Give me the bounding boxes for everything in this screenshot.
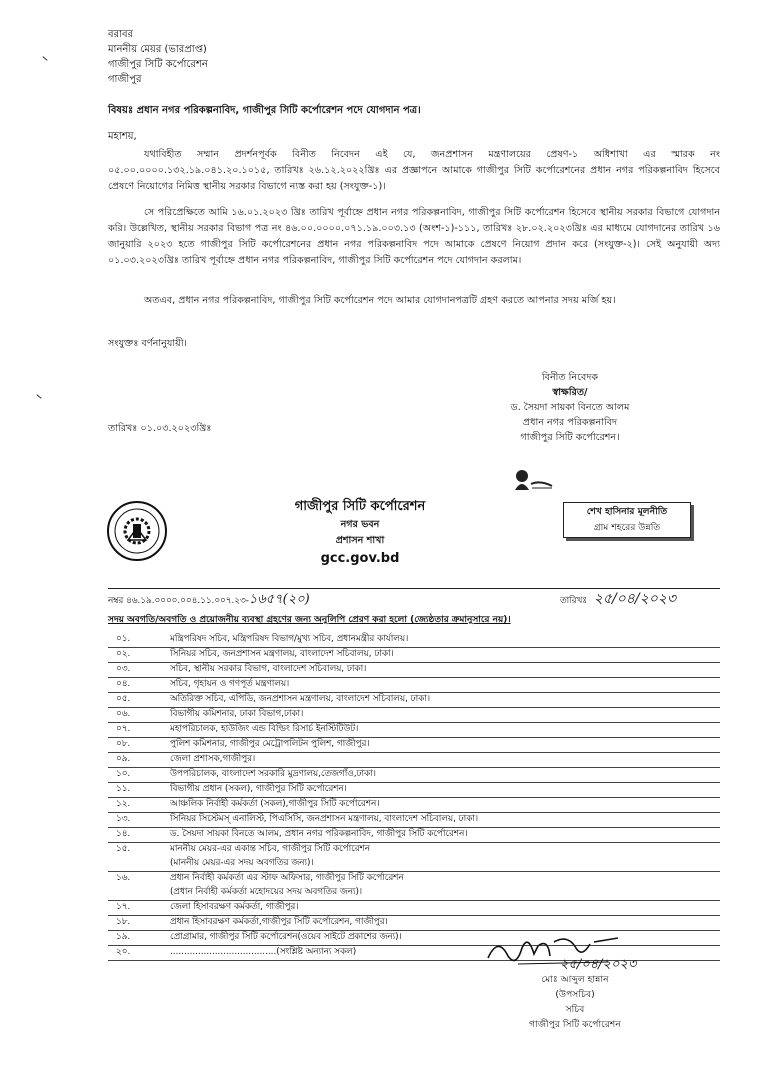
signature-line-5: গাজীপুর সিটি কর্পোরেশন। — [520, 432, 620, 443]
cc-item-text: বিভাগীয় প্রধান (সকল), গাজীপুর সিটি কর্পোরেশন। — [170, 784, 347, 794]
signature-line-1: বিনীত নিবেদক — [541, 372, 599, 383]
cc-item-text: সিনিয়র সিস্টেমস্ এনালিস্ট, পিএসিসি, জনপ্রশাসন মন্ত্রণালয়, বাংলাদেশ সচিবালয়, ঢাকা। — [170, 814, 479, 824]
address-block — [108, 27, 208, 87]
memo-date — [560, 589, 676, 609]
letterhead-website: gcc.gov.bd — [320, 551, 400, 566]
cc-item-number: ১৬. — [116, 873, 131, 883]
cc-list-item — [108, 783, 720, 798]
paragraph-2 — [108, 205, 720, 269]
paragraph-3-text: অতএব, প্রধান নগর পরিকল্পনাবিদ, গাজীপুর সিটি কর্পোরেশন পদে আমার যোগদানপত্রটি গ্রহণ করতে আপনার সদয় মর্জি হয়। — [144, 295, 616, 306]
cc-list-item — [108, 768, 720, 783]
memo-number-handwritten: ১৬৫৭(২০) — [248, 592, 310, 607]
address-line-1: মাননীয় মেয়র (ভারপ্রাপ্ত) — [108, 44, 207, 55]
cc-item-text: মাননীয় মেয়র-এর একান্ত সচিব, গাজীপুর সিটি কর্পোরেশন — [170, 844, 371, 854]
address-to: বরাবর — [108, 29, 134, 40]
cc-list-item — [108, 798, 720, 813]
cc-item-number: ০৮. — [116, 739, 131, 749]
signature-line-2: স্বাক্ষরিত/ — [552, 387, 588, 398]
cc-item-text: জেলা প্রশাসক,গাজীপুর। — [170, 754, 256, 764]
date-line: তারিখঃ ০১.০৩.২০২৩খ্রিঃ — [108, 423, 212, 434]
cc-list-item — [108, 738, 720, 753]
cc-item-text: প্রোগ্রামার, গাজীপুর সিটি কর্পোরেশন(ওয়েব সাইটে প্রকাশের জন্য)। — [170, 932, 402, 942]
cc-list-item — [108, 708, 720, 723]
cc-item-number: ১১. — [116, 784, 131, 794]
cc-item-text: মন্ত্রিপরিষদ সচিব, মন্ত্রিপরিষদ বিভাগ/মুখ্য সচিব, প্রধানমন্ত্রীর কার্যালয়। — [170, 634, 409, 644]
slogan-line-2: গ্রাম শহরের উন্নতি — [593, 522, 661, 533]
cc-item-text: প্রধান হিসাবরক্ষণ কর্মকর্তা,গাজীপুর সিটি কর্পোরেশন, গাজীপুর। — [170, 917, 388, 927]
cc-item-number: ০৪. — [116, 679, 131, 689]
cc-item-number: ১৭. — [116, 902, 131, 912]
memo-number — [108, 591, 310, 610]
memo-number-label: নম্বর ৪৬.১৯.০০০০.০০৪.১১.০০৭.২৩- — [108, 596, 249, 606]
paragraph-3 — [108, 293, 720, 309]
cc-item-text: সচিব, স্থানীয় সরকার বিভাগ, বাংলাদেশ সচিবালয়, ঢাকা। — [170, 664, 367, 674]
address-line-2: গাজীপুর সিটি কর্পোরেশন — [108, 59, 208, 70]
cc-item-text: সিনিয়র সচিব, জনপ্রশাসন মন্ত্রণালয়, বাংলাদেশ সচিবালয়, ঢাকা। — [170, 649, 394, 659]
cc-item-number: ০১. — [116, 634, 131, 644]
footer-org: গাজীপুর সিটি কর্পোরেশন — [529, 1019, 621, 1030]
cc-item-text: অতিরিক্ত সচিব, এপিডি, জনপ্রশাসন মন্ত্রণালয়, বাংলাদেশ সচিবালয়, ঢাকা। — [170, 694, 430, 704]
cc-item-text: উপপরিচালক, বাংলাদেশ সরকারি মুদ্রণালয়,তেজগাঁও,ঢাকা। — [170, 769, 376, 779]
letterhead-building: নগর ভবন — [340, 519, 380, 530]
footer-signature — [500, 972, 650, 1032]
cc-item-number: ১৩. — [116, 814, 131, 824]
cc-list-item — [108, 633, 720, 648]
cc-item-number: ০৬. — [116, 709, 131, 719]
cc-item-number: ২০. — [116, 947, 131, 957]
memo-date-handwritten: ২৫/০৪/২০২৩ — [593, 591, 677, 607]
signature-block — [470, 370, 670, 445]
cc-item-number: ১৫. — [116, 844, 131, 854]
paragraph-2-text: সে পরিপ্রেক্ষিতে আমি ১৬.০১.২০২৩ খ্রিঃ তারিখ পূর্বাহ্নে প্রধান নগর পরিকল্পনাবিদ, গাজীপুর সিটি কর্পোরেশন হিসেবে স্থানীয় সরকার বিভাগে যোগদান করি। উল্লেখিত, স্থানীয় সরকার বিভাগ পত্র নং ৪৬.০০.০০০০.০৭১.১৯.০০৩.১৩ (অংশ-১)-১১১, তারিখঃ ২৮.০২.২০২৩খ্রিঃ এর মাধ্যমে যোগদানের তারিখ ১৬ জানুয়ারি ২০২৩ হতে গাজীপুর সিটি কর্পোরেশনের প্রধান নগর পরিকল্পনাবিদ পদে আমাকে প্রেষণে নিয়োগ প্রদান করে (সংযুক্ত-২)। সেই অনুযায়ী অদ্য ০১.০৩.২০২৩খ্রিঃ তারিখ পূর্বাহ্নে প্রধান নগর পরিকল্পনাবিদ, গাজীপুর সিটি কর্পোরেশন পদে যোগদান করলাম। — [108, 207, 720, 266]
cc-item-text: জেলা হিসাবরক্ষণ কর্মকর্তা, গাজীপুর। — [170, 902, 299, 912]
cc-item-number: ১৮. — [116, 917, 131, 927]
cc-item-number: ১৪. — [116, 829, 131, 839]
subject-line: বিষয়ঃ প্রধান নগর পরিকল্পনাবিদ, গাজীপুর সিটি কর্পোরেশন পদে যোগদান পত্র। — [108, 105, 421, 116]
address-line-3: গাজীপুর — [108, 74, 142, 85]
cc-item-text-continued: (মাননীয় মেয়র-এর সদয় অবগতির জন্য)। — [170, 858, 314, 868]
cc-heading: সদয় অবগতি/অবগতি ও প্রয়োজনীয় ব্যবস্থা গ্রহণের জন্য অনুলিপি প্রেরণ করা হলো (জ্যেষ্ঠতার ক্রমানুসারে নয়)। — [108, 615, 511, 625]
cc-item-text: সচিব, গৃহায়ন ও গণপূর্ত মন্ত্রণালয়। — [170, 679, 290, 689]
cc-list-item — [108, 813, 720, 828]
letterhead-branch: প্রশাসন শাখা — [335, 535, 385, 546]
paragraph-1 — [108, 147, 720, 195]
cc-item-text: ......................................(সংশ্লিষ্ট অন্যান্য সকল) — [170, 947, 357, 957]
cc-list-item — [108, 678, 720, 693]
memo-date-label: তারিখঃ — [560, 596, 587, 606]
cc-item-number: ১৯. — [116, 932, 131, 942]
letterhead-org: গাজীপুর সিটি কর্পোরেশন — [294, 499, 426, 514]
footer-handwritten-date: ২৫/০৪/২০২৩ — [560, 957, 637, 972]
signature-line-4: প্রধান নগর পরিকল্পনাবিদ — [522, 417, 618, 428]
signature-line-3: ড. সৈয়দা সায়কা বিনতে আলম — [510, 402, 630, 413]
slogan-box — [563, 502, 691, 538]
cc-item-text: বিভাগীয় কমিশনার, ঢাকা বিভাগ,ঢাকা। — [170, 709, 304, 719]
cc-item-text: ড. সৈয়দা সায়কা বিনতে আলম, প্রধান নগর পরিকল্পনাবিদ, গাজীপুর সিটি কর্পোরেশন। — [170, 829, 468, 839]
scan-mark — [36, 394, 41, 399]
cc-item-text: পুলিশ কমিশনার, গাজীপুর মেট্রোপলিটন পুলিশ, গাজীপুর। — [170, 739, 370, 749]
cc-list-item — [108, 753, 720, 768]
footer-rank: (উপসচিব) — [555, 989, 595, 1000]
cc-list-item — [108, 843, 720, 872]
cc-list-item — [108, 648, 720, 663]
portrait-stamp-icon — [512, 466, 556, 492]
cc-item-text-continued: (প্রধান নির্বাহী কর্মকর্তা মহোদয়ের সদয় অবগতির জন্য)। — [170, 887, 363, 897]
cc-item-number: ০৭. — [116, 724, 131, 734]
cc-item-text: আঞ্চলিক নির্বাহী কর্মকর্তা (সকল),গাজীপুর সিটি কর্পোরেশন। — [170, 799, 380, 809]
cc-item-number: ১২. — [116, 799, 131, 809]
cc-item-number: ০৩. — [116, 664, 131, 674]
cc-list-item — [108, 663, 720, 678]
cc-list-item — [108, 693, 720, 708]
footer-name: মোঃ আব্দুল হান্নান — [541, 974, 609, 985]
cc-list-item — [108, 901, 720, 916]
cc-item-number: ০২. — [116, 649, 131, 659]
cc-item-text: মহাপরিচালক, হাউজিং এন্ড বিল্ডিং রিসার্চ ইনস্টিটিউট। — [170, 724, 359, 734]
footer-title: সচিব — [565, 1004, 585, 1015]
paragraph-1-text: যথাবিহীত সম্মান প্রদর্শনপূর্বক বিনীত নিবেদন এই যে, জনপ্রশাসন মন্ত্রণালয়ের প্রেষণ-১ অধিশাখা এর স্মারক নং ০৫.০০.০০০০.১৩২.১৯.০৪১.২০.১০১৫, তারিখঃ ২৬.১২.২০২২খ্রিঃ এর প্রজ্ঞাপনে আমাকে গাজীপুর সিটি কর্পোরেশনের প্রধান নগর পরিকল্পনাবিদ হিসেবে প্রেষণে নিয়োগের নিমিত্ত স্থানীয় সরকার বিভাগে ন্যস্ত করা হয় (সংযুক্ত-১)। — [108, 149, 720, 192]
cc-list-item — [108, 872, 720, 901]
cc-list-item — [108, 828, 720, 843]
cc-item-text: প্রধান নির্বাহী কর্মকর্তা এর স্টাফ অফিসার, গাজীপুর সিটি কর্পোরেশন — [170, 873, 404, 883]
letterhead — [260, 497, 460, 569]
cc-item-number: ০৫. — [116, 694, 131, 704]
slogan-line-1: শেখ হাসিনার মূলনীতি — [586, 506, 668, 517]
gcc-logo-icon — [106, 500, 168, 562]
attachment-note: সংযুক্তঃ বর্ণনানুযায়ী। — [108, 338, 187, 349]
cc-list-item — [108, 723, 720, 738]
scan-mark — [42, 56, 47, 61]
cc-item-number: ১০. — [116, 769, 131, 779]
salutation: মহাশয়, — [108, 131, 137, 142]
cc-item-number: ০৯. — [116, 754, 131, 764]
